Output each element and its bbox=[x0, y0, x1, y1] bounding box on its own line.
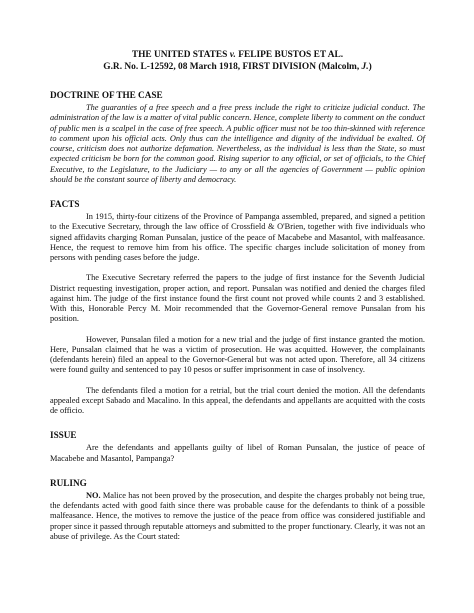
section-ruling bbox=[50, 478, 425, 542]
case-title-parties-a: THE UNITED STATES bbox=[131, 50, 230, 60]
case-citation-justice-title: J. bbox=[361, 62, 369, 72]
issue-text: Are the defendants and appellants guilty of libel of Roman Punsalan, the justice of peace of Macabebe and Masantol, Pampanga? bbox=[50, 443, 425, 463]
case-citation-text: G.R. No. L-12592, 08 March 1918, FIRST DIVISION (Malcolm, bbox=[103, 62, 362, 72]
facts-paragraph-1: In 1915, thirty-four citizens of the Province of Pampanga assembled, prepared, and signed a petition to the Executive Secretary, through the law office of Crossfield & O'Brien, together with five individuals who signed affidavits charging Roman Punsalan, justice of the peace of Macabebe and Masantol, with malfeasance. Hence, the request to remove him from his office. The specific charges include solicitation of money from persons with pending cases before the judge. bbox=[50, 212, 425, 262]
case-caption bbox=[50, 49, 425, 73]
facts-heading: FACTS bbox=[50, 199, 80, 209]
section-facts bbox=[50, 199, 425, 416]
issue-heading: ISSUE bbox=[50, 430, 77, 441]
section-issue bbox=[50, 430, 425, 464]
facts-paragraph-3: However, Punsalan filed a motion for a new trial and the judge of first instance granted the motion. Here, Punsalan claimed that he was a victim of prosecution. He was acquitted. However, the complainants (defendants herein) filed an appeal to the Governor-General but was not acted upon. Therefore, all 34 citizens were found guilty and sentenced to pay 10 pesos or suffer imprisonment in case of insolvency. bbox=[50, 334, 425, 375]
case-title bbox=[50, 49, 425, 61]
ruling-lead: NO. bbox=[86, 490, 101, 500]
ruling-body: Malice has not been proved by the prosecution, and despite the charges probably not being true, the defendants acted with good faith since there was probable cause for the defendants to think of a possible malfeasance. Hence, the motives to remove the justice of the peace from office was considered justifiable and proper since it passed through reputable attorneys and submitted to the proper functionary. Clearly, it was not an abuse of privilege. As the Court stated: bbox=[50, 490, 425, 541]
section-doctrine bbox=[50, 90, 425, 185]
doctrine-text: The guaranties of a free speech and a free press include the right to criticize judicial conduct. The administration of the law is a matter of vital public concern. Hence, complete liberty to comment on the conduct of public men is a scalpel in the case of free speech. A public officer must not be too thin-skinned with reference to comment upon his official acts. Only thus can the intelligence and dignity of the individual be exalted. Of course, criticism does not authorize defamation. Nevertheless, as the individual is less than the State, so must expected criticism be born for the common good. Rising superior to any official, or set of officials, to the Chief Executive, to the Legislature, to the Judiciary — to any or all the agencies of Government — public opinion should be the constant source of liberty and democracy. bbox=[50, 103, 425, 184]
case-citation-close: ) bbox=[368, 62, 372, 72]
case-citation bbox=[50, 61, 425, 73]
facts-paragraph-4: The defendants filed a motion for a retrial, but the trial court denied the motion. All the defendants appealed except Sabado and Macalino. In this appeal, the defendants and appellants are acquitted with the costs de officio. bbox=[50, 385, 425, 415]
doctrine-heading: DOCTRINE OF THE CASE bbox=[50, 90, 163, 100]
ruling-heading: RULING bbox=[50, 477, 87, 488]
case-title-parties-b: FELIPE BUSTOS ET AL. bbox=[235, 50, 344, 60]
ruling-text bbox=[50, 491, 425, 542]
facts-paragraph-2: The Executive Secretary referred the papers to the judge of first instance for the Seventh Judicial District requesting investigation, proper action, and report. Punsalan was notified and denied the charges filed against him. The judge of the first instance found the first count not proved while counts 2 and 3 established. With this, Honorable Percy M. Moir recommended that the Governor-General remove Punsalan from his position. bbox=[50, 273, 425, 324]
case-title-versus: v. bbox=[229, 50, 236, 60]
